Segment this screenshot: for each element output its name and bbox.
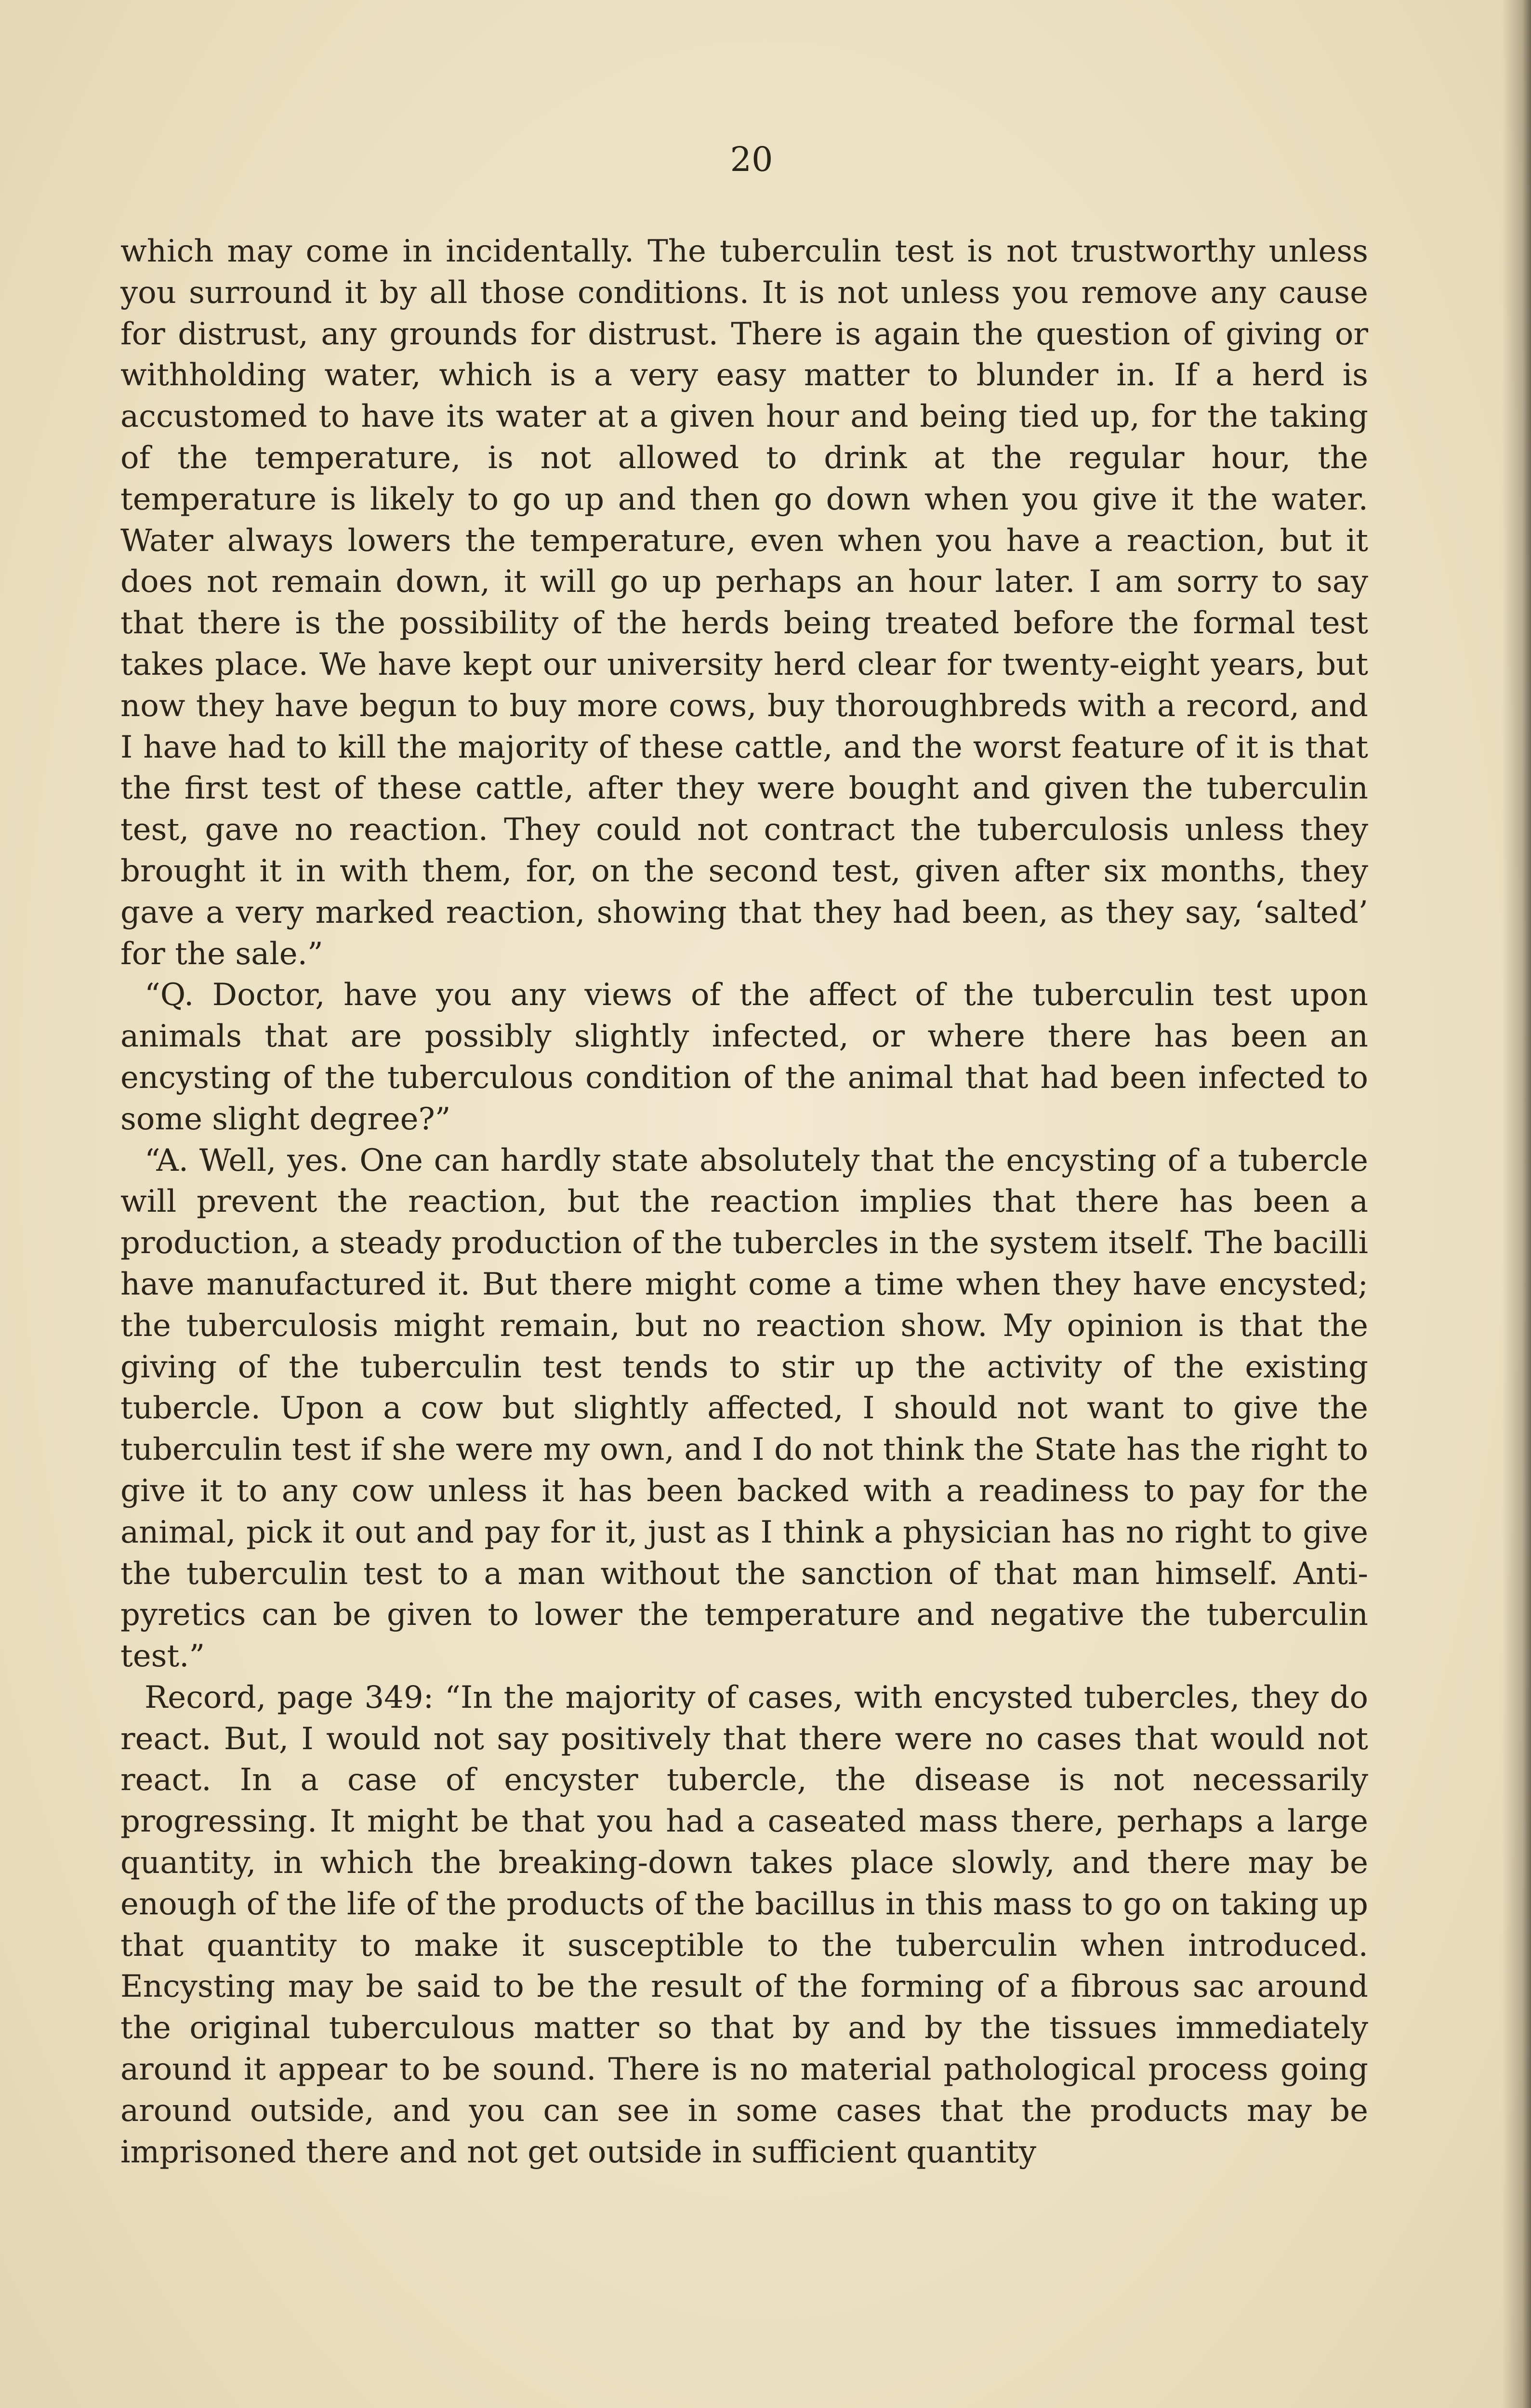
page-edge-shadow bbox=[1502, 0, 1531, 2408]
paragraph: “Q. Doctor, have you any views of the affect of the tuberculin test upon animals that are possibly slightly infected, or where there has been an encysting of the tuberculous condition of the animal that had been infected to some slight degree?” bbox=[120, 977, 1368, 1137]
body-text bbox=[120, 231, 1368, 2173]
paragraph: Record, page 349: “In the majority of cases, with encysted tubercles, they do react. But, I would not say positively that there were no cases that would not react. In a case of encyster tubercle, the disease is not necessarily progressing. It might be that you had a caseated mass there, perhaps a large quantity, in which the breaking-down takes place slowly, and there may be enough of the life of the products of the bacillus in this mass to go on taking up that quantity to make it susceptible to the tuberculin when introduced. Encysting may be said to be the result of the forming of a fibrous sac around the original tuberculous matter so that by and by the tissues immediately around it appear to be sound. There is no material pathological process going around outside, and you can see in some cases that the products may be imprisoned there and not get outside in sufficient quantity bbox=[120, 1679, 1368, 2170]
paragraph: “A. Well, yes. One can hardly state absolutely that the encysting of a tubercle will prevent the reaction, but the reaction implies that there has been a production, a steady production of the tubercles in the system itself. The bacilli have manufactured it. But there might come a time when they have encysted; the tuberculosis might remain, but no reaction show. My opinion is that the giving of the tuberculin test tends to stir up the activity of the existing tubercle. Upon a cow but slightly affected, I should not want to give the tuberculin test if she were my own, and I do not think the State has the right to give it to any cow unless it has been backed with a readiness to pay for the animal, pick it out and pay for it, just as I think a physician has no right to give the tuberculin test to a man without the sanction of that man himself. Anti-pyretics can be given to lower the temperature and negative the tuberculin test.” bbox=[120, 1142, 1368, 1675]
page-number: 20 bbox=[730, 140, 773, 179]
paragraph: which may come in incidentally. The tuberculin test is not trustworthy unless you surround it by all those conditions. It is not unless you remove any cause for distrust, any grounds for distrust. There is again the question of giving or withholding water, which is a very easy matter to blunder in. If a herd is accustomed to have its water at a given hour and being tied up, for the taking of the temperature, is not allowed to drink at the regular hour, the temperature is likely to go up and then go down when you give it the water. Water always lowers the temperature, even when you have a reaction, but it does not remain down, it will go up perhaps an hour later. I am sorry to say that there is the possibility of the herds being treated before the formal test takes place. We have kept our university herd clear for twenty-eight years, but now they have begun to buy more cows, buy thoroughbreds with a record, and I have had to kill the majority of these cattle, and the worst feature of it is that the first test of these cattle, after they were bought and given the tuberculin test, gave no reaction. They could not contract the tuberculosis unless they brought it in with them, for, on the second test, given after six months, they gave a very marked reaction, showing that they had been, as they say, ‘salted’ for the sale.” bbox=[120, 234, 1368, 972]
